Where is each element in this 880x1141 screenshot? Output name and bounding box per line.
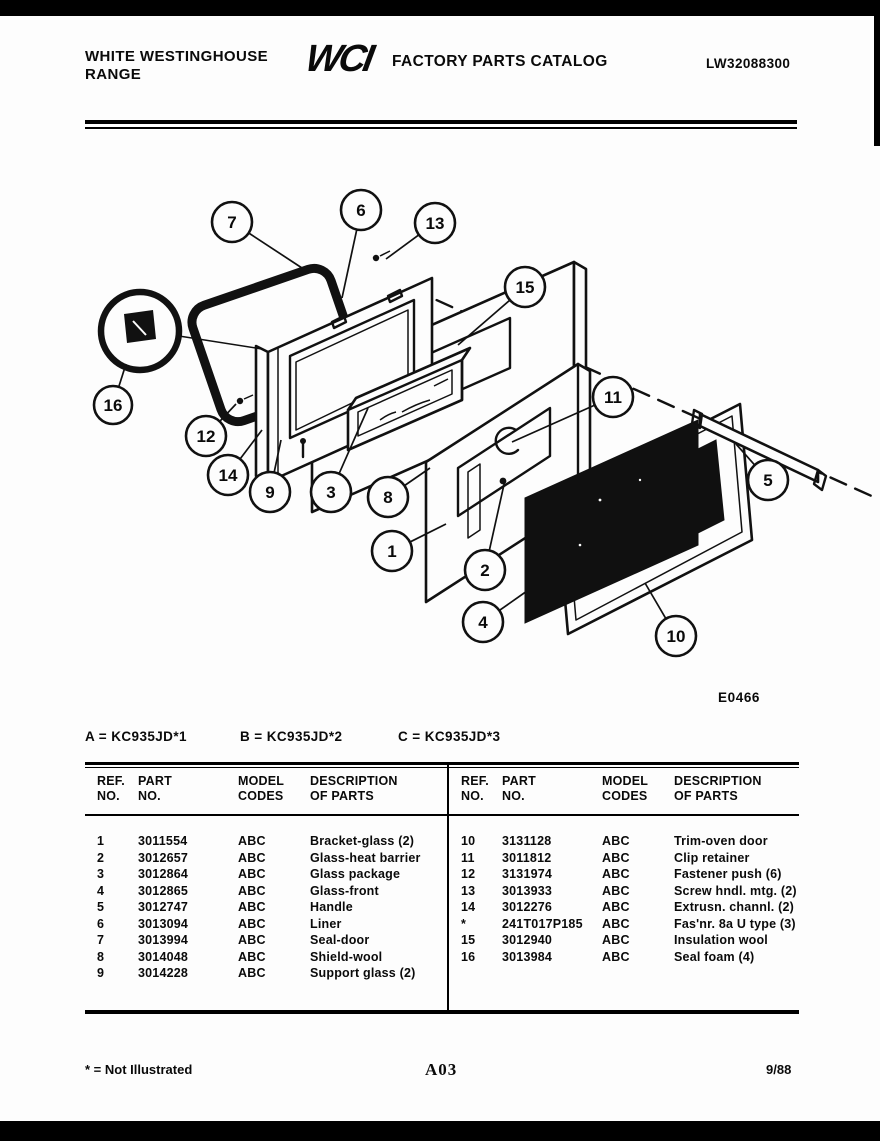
part-no-cell: 3013933 — [502, 883, 553, 898]
seal-foam-detail-shape — [124, 310, 156, 343]
table-header-row — [85, 774, 447, 804]
ref-no-cell: 13 — [461, 883, 476, 898]
model-codes-cell: ABC — [238, 933, 266, 947]
description-cell: Handle — [310, 900, 353, 914]
description-cell: Bracket-glass (2) — [310, 834, 415, 848]
model-codes-cell: ABC — [602, 949, 630, 964]
callout-leader-7 — [249, 233, 302, 268]
table-right-body — [449, 834, 799, 966]
ref-no-cell: 10 — [461, 834, 476, 848]
model-codes-cell: ABC — [238, 883, 266, 898]
description-cell: Clip retainer — [674, 850, 750, 865]
callout-number-11: 11 — [604, 388, 622, 407]
part-no-cell: 3014048 — [138, 949, 189, 964]
description-cell: Support glass (2) — [310, 966, 416, 980]
ref-no-cell: 7 — [97, 933, 105, 947]
part-no-cell: 3012276 — [502, 900, 553, 914]
screw-13-glyph — [373, 251, 390, 261]
description-cell: Shield-wool — [310, 949, 383, 964]
ref-no-cell: * — [461, 916, 467, 931]
part-no-cell: 241T017P185 — [502, 916, 583, 931]
part-no-cell: 3013094 — [138, 916, 189, 931]
model-codes-cell: ABC — [602, 900, 630, 914]
ref-no-cell: 11 — [461, 850, 475, 865]
callout-number-6: 6 — [356, 201, 366, 220]
ref-no-cell: 9 — [97, 966, 105, 980]
model-codes-cell: ABC — [602, 916, 630, 931]
part-no-cell: 3013984 — [502, 949, 553, 964]
model-code-c: C = KC935JD*3 — [398, 729, 501, 744]
page-code: A03 — [425, 1060, 458, 1079]
table-left-half — [85, 762, 447, 1014]
ref-no-cell: 14 — [461, 900, 476, 914]
callout-number-8: 8 — [383, 488, 393, 507]
model-codes-cell: ABC — [238, 966, 266, 980]
ref-no-cell: 4 — [97, 883, 105, 898]
ref-no-cell: 15 — [461, 933, 476, 947]
part-no-cell: 3012864 — [138, 867, 189, 881]
description-cell: Insulation wool — [674, 933, 768, 947]
description-cell: Seal foam (4) — [674, 949, 755, 964]
model-codes-cell: ABC — [238, 949, 266, 964]
table-right-half — [449, 762, 799, 1014]
description-cell: Fastener push (6) — [674, 867, 782, 881]
description-cell: Glass package — [310, 867, 401, 881]
part-no-cell: 3131128 — [502, 834, 552, 848]
brand-line1: WHITE WESTINGHOUSE — [85, 48, 269, 65]
description-cell: Fas'nr. 8a U type (3) — [674, 916, 796, 931]
callout-leader-13 — [386, 235, 419, 259]
col-header-model: MODEL CODES — [238, 774, 285, 803]
callout-leader-4 — [499, 591, 527, 610]
date-code: 9/88 — [766, 1062, 792, 1077]
ref-no-cell: 5 — [97, 900, 105, 914]
model-codes-cell: ABC — [238, 916, 266, 931]
description-cell: Glass-front — [310, 883, 379, 898]
callout-number-15: 15 — [515, 278, 535, 297]
col-header-desc: DESCRIPTION OF PARTS — [310, 774, 398, 803]
description-cell: Trim-oven door — [674, 834, 768, 848]
ref-no-cell: 2 — [97, 850, 105, 865]
part-no-cell: 3011554 — [138, 834, 188, 848]
part-no-cell: 3013994 — [138, 933, 189, 947]
callout-number-14: 14 — [218, 466, 238, 485]
model-codes-cell: ABC — [602, 867, 630, 881]
col-header-part: PART NO. — [138, 774, 172, 803]
ref-no-cell: 16 — [461, 949, 476, 964]
ref-no-cell: 6 — [97, 916, 105, 931]
callout-number-10: 10 — [666, 627, 686, 646]
model-codes-cell: ABC — [602, 933, 630, 947]
callout-number-7: 7 — [227, 213, 237, 232]
not-illustrated-note: * = Not Illustrated — [85, 1062, 193, 1077]
parts-table — [85, 762, 799, 1014]
description-cell: Liner — [310, 916, 342, 931]
callout-number-9: 9 — [265, 483, 275, 502]
col-header-part: PART NO. — [502, 774, 536, 803]
ref-no-cell: 1 — [97, 834, 105, 848]
callout-number-12: 12 — [196, 427, 216, 446]
ref-no-cell: 3 — [97, 867, 105, 881]
table-left-body — [85, 834, 447, 983]
ref-no-cell: 12 — [461, 867, 476, 881]
figure-code: E0466 — [718, 690, 761, 705]
callout-leader-6 — [342, 230, 357, 298]
description-cell: Screw hndl. mtg. (2) — [674, 883, 797, 898]
col-header-desc: DESCRIPTION OF PARTS — [674, 774, 762, 803]
part-no-cell: 3011812 — [502, 850, 552, 865]
part-no-cell: 3012865 — [138, 883, 189, 898]
col-header-model: MODEL CODES — [602, 774, 649, 803]
model-codes-cell: ABC — [238, 850, 266, 865]
description-cell: Seal-door — [310, 933, 370, 947]
col-header-ref: REF. NO. — [461, 774, 489, 803]
description-cell: Extrusn. channl. (2) — [674, 900, 794, 914]
callout-number-13: 13 — [425, 214, 445, 233]
callout-number-2: 2 — [480, 561, 490, 580]
model-codes-cell: ABC — [602, 834, 630, 848]
model-codes-cell: ABC — [238, 867, 266, 881]
col-header-ref: REF. NO. — [97, 774, 125, 803]
model-codes-cell: ABC — [602, 850, 630, 865]
model-codes-cell: ABC — [238, 834, 266, 848]
model-codes-cell: ABC — [238, 900, 266, 914]
model-code-a: A = KC935JD*1 — [85, 729, 187, 744]
screw-12-glyph — [237, 395, 253, 404]
catalog-title: FACTORY PARTS CATALOG — [392, 53, 608, 70]
callout-number-16: 16 — [103, 396, 123, 415]
callout-number-4: 4 — [478, 613, 488, 632]
model-code-b: B = KC935JD*2 — [240, 729, 343, 744]
part-no-cell: 3014228 — [138, 966, 189, 980]
part-no-cell: 3012657 — [138, 850, 189, 865]
callout-number-3: 3 — [326, 483, 336, 502]
part-no-cell: 3012747 — [138, 900, 189, 914]
callout-number-5: 5 — [763, 471, 773, 490]
callout-number-1: 1 — [387, 542, 397, 561]
model-codes-cell: ABC — [602, 883, 630, 898]
description-cell: Glass-heat barrier — [310, 850, 421, 865]
document-number: LW32088300 — [706, 56, 791, 71]
scan-bottom-bar — [0, 1121, 880, 1141]
wci-logo: WCI — [302, 38, 375, 80]
magnifier-detail — [101, 292, 262, 370]
ref-no-cell: 8 — [97, 949, 105, 964]
brand-line2: RANGE — [85, 66, 142, 83]
table-header-row — [449, 774, 799, 804]
part-no-cell: 3012940 — [502, 933, 553, 947]
part-no-cell: 3131974 — [502, 867, 553, 881]
